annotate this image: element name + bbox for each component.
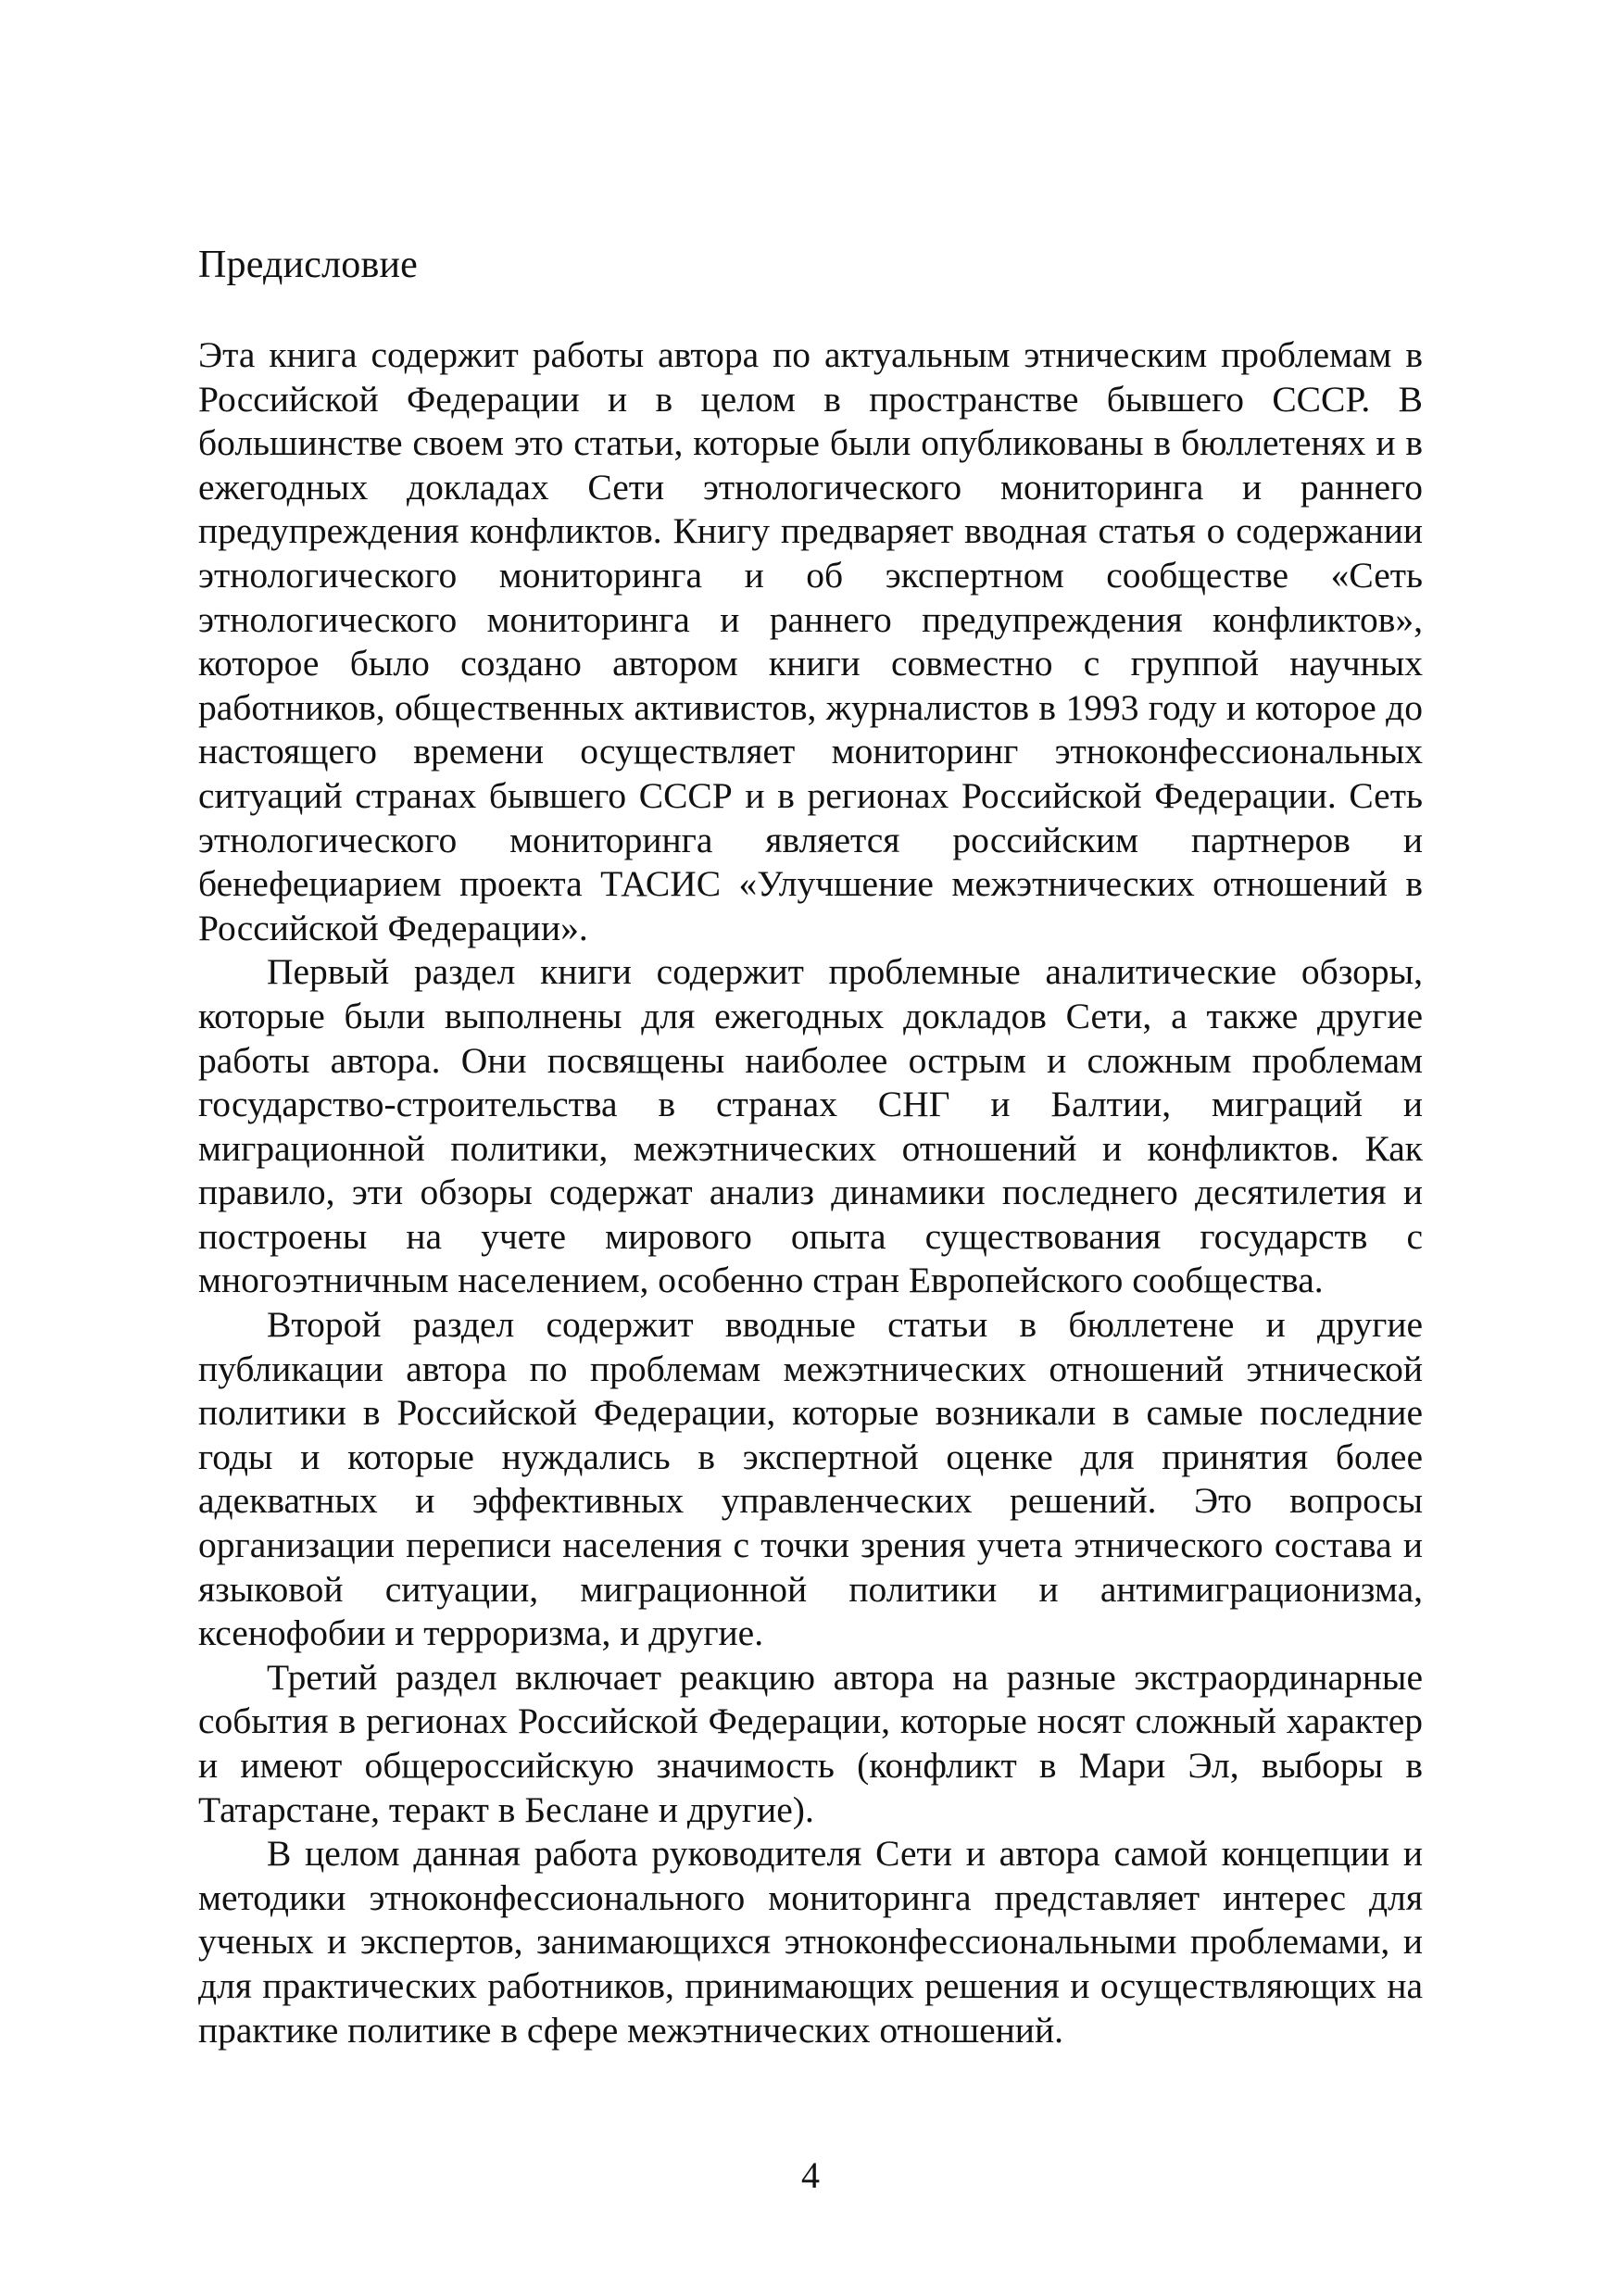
section-heading: Предисловие <box>198 244 419 286</box>
page-number: 4 <box>801 2154 820 2196</box>
paragraph-conclusion: В целом данная работа руководителя Сети и автора самой концепции и методики этноконфессионального мониторинга представляет интерес для ученых и экспертов, занимающихся этноконфессиональными проблемами, и для практических работников, принимающих решения и осуществляющих на практике политике в сфере межэтнических отношений. <box>198 1833 1423 2051</box>
paragraph-third-section: Третий раздел включает реакцию автора на разные экстраординарные события в регионах Российской Федерации, которые носят сложный характер и имеют общероссийскую значимость (конфликт в Мари Эл, выборы в Татарстане, теракт в Беслане и другие). <box>198 1656 1423 1830</box>
paragraph-second-section: Второй раздел содержит вводные статьи в бюллетене и другие публикации автора по проблемам межэтнических отношений этнической политики в Российской Федерации, которые возникали в самые последние годы и которые нуждались в экспертной оценке для принятия более адекватных и эффективных управленческих решений. Это вопросы организации переписи населения с точки зрения учета этнического состава и языковой ситуации, миграционной политики и антимиграционизма, ксенофобии и терроризма, и другие. <box>198 1304 1423 1654</box>
paragraph-intro: Эта книга содержит работы автора по актуальным этническим проблемам в Российской Федерации и в целом в пространстве бывшего СССР. В большинстве своем это статьи, которые были опубликованы в бюллетенях и в ежегодных докладах Сети этнологического мониторинга и раннего предупреждения конфликтов. Книгу предваряет вводная статья о содержании этнологического мониторинга и об экспертном сообществе «Сеть этнологического мониторинга и раннего предупреждения конфликтов», которое было создано автором книги совместно с группой научных работников, общественных активистов, журналистов в 1993 году и которое до настоящего времени осуществляет мониторинг этноконфессиональных ситуаций странах бывшего СССР и в регионах Российской Федерации. Сеть этнологического мониторинга является российским партнеров и бенефециарием проекта ТАСИС «Улучшение межэтнических отношений в Российской Федерации». <box>198 334 1423 948</box>
body-text <box>198 333 1423 2052</box>
paragraph-first-section: Первый раздел книги содержит проблемные аналитические обзоры, которые были выполнены для ежегодных докладов Сети, а также другие работы автора. Они посвящены наиболее острым и сложным проблемам государство-строительства в странах СНГ и Балтии, миграций и миграционной политики, межэтнических отношений и конфликтов. Как правило, эти обзоры содержат анализ динамики последнего десятилетия и построены на учете мирового опыта существования государств с многоэтничным населением, особенно стран Европейского сообщества. <box>198 951 1423 1301</box>
